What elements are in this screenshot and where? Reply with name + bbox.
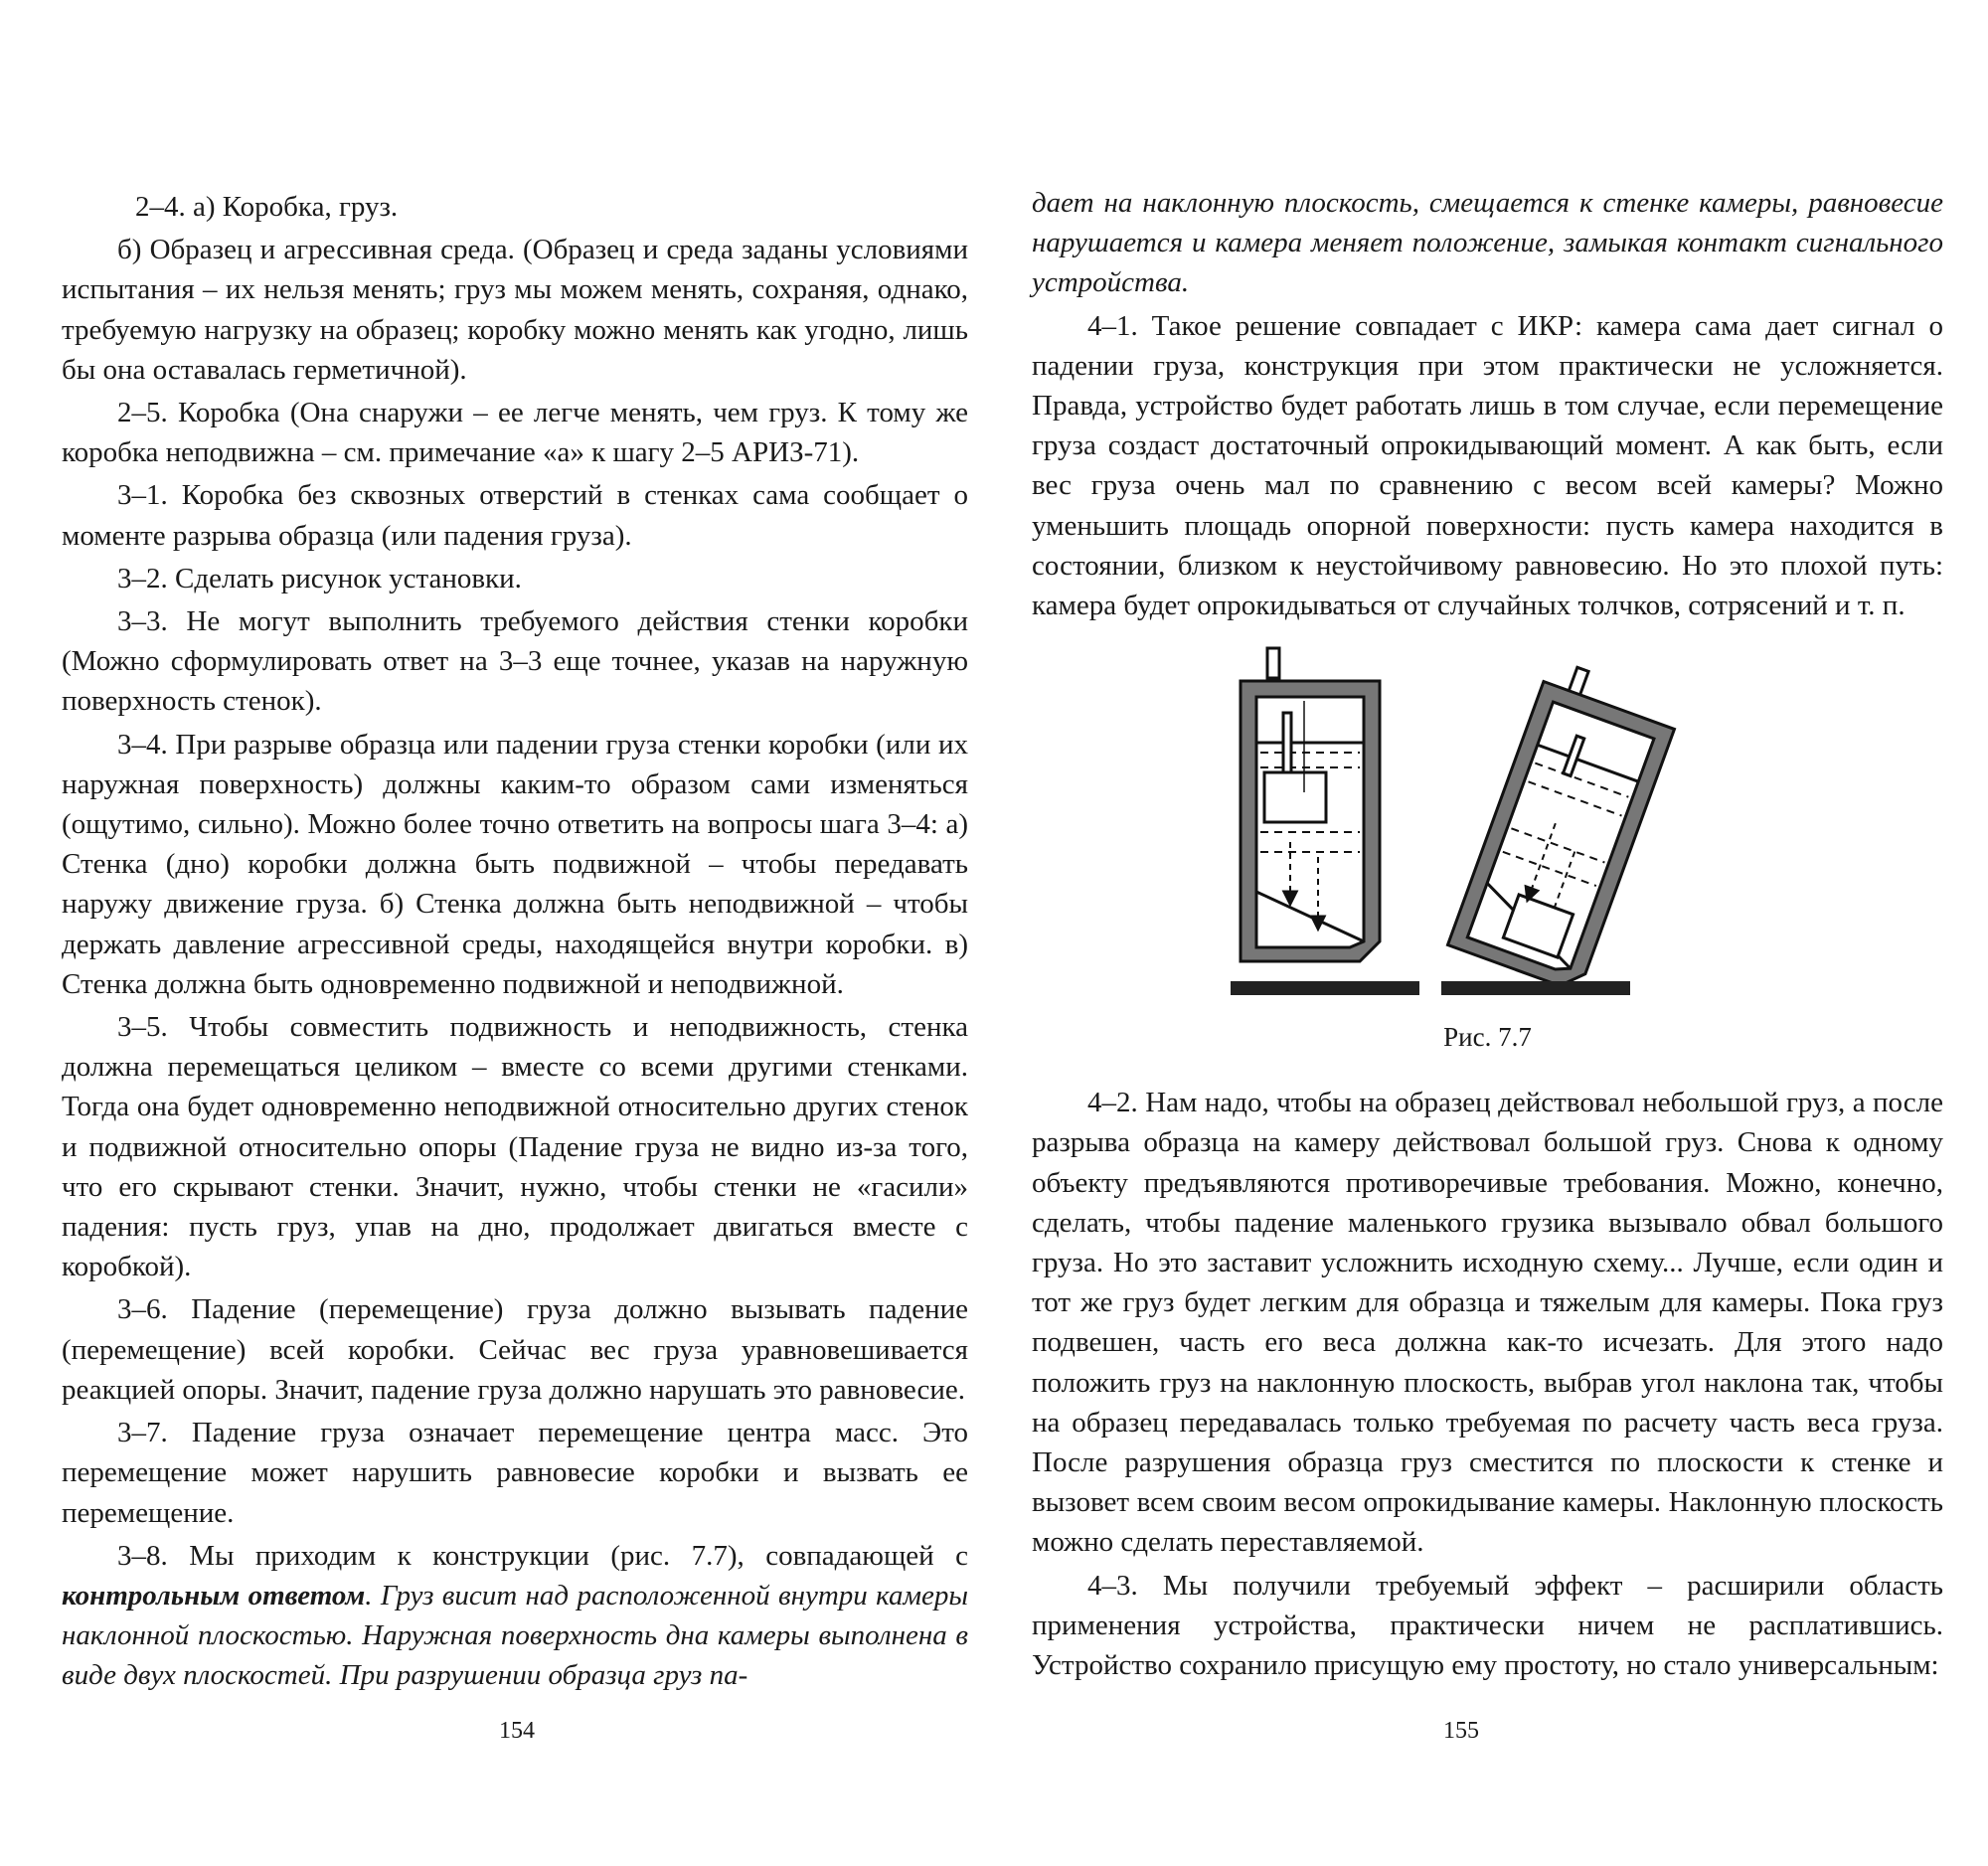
paragraph-2-5: 2–5. Коробка (Она снаружи – ее легче менять, чем груз. К тому же коробка неподвижна – см. примечание «а» к шагу 2–5 АРИЗ-71). — [62, 397, 968, 469]
chamber-diagram — [1221, 643, 1688, 1013]
paragraph-3-8-italic: . Груз висит над расположенной внутри камеры наклонной плоскостью. Наружная поверхность дна камеры выполнена в виде двух плоскостей. При разрушении образца груз па- — [62, 1579, 968, 1692]
paragraph-3-2: 3–2. Сделать рисунок установки. — [117, 562, 522, 594]
page-number-left: 154 — [499, 1718, 535, 1744]
figure-7-7 — [1032, 643, 1943, 1061]
left-support-base — [1231, 981, 1419, 995]
right-support-base — [1441, 981, 1630, 995]
paragraph-3-7: 3–7. Падение груза означает перемещение центра масс. Это перемещение может нарушить равновесие коробки и вызвать ее перемещение. — [62, 1417, 968, 1529]
right-text-column — [1032, 183, 1943, 1688]
control-answer-bold: контрольным ответом — [62, 1579, 366, 1612]
paragraph-3-1: 3–1. Коробка без сквозных отверстий в стенках сама сообщает о моменте разрыва образца (или падения груза). — [62, 479, 968, 552]
tilted-chamber — [1447, 658, 1683, 992]
page-number-right: 155 — [1443, 1718, 1479, 1744]
paragraph-3-3: 3–3. Не могут выполнить требуемого действия стенки коробки (Можно сформулировать ответ на 3–3 еще точнее, указав на наружную поверхность стенок). — [62, 605, 968, 718]
paragraph-2-4b: б) Образец и агрессивная среда. (Образец и среда заданы условиями испытания – их нельзя менять; груз мы можем менять, сохраняя, однако, требуемую нагрузку на образец; коробку можно менять как угодно, лишь бы она оставалась герметичной). — [62, 234, 968, 386]
left-text-column — [62, 187, 968, 1699]
paragraph-3-4: 3–4. При разрыве образца или падении груза стенки коробки (или их наружная поверхность) должны каким-то образом сами изменяться (ощутимо, сильно). Можно более точно ответить на вопросы шага 3–4: а) Стенка (дно) коробки должна быть подвижной – чтобы передавать наружу движение груза. б) Стенка должна быть неподвижной – чтобы держать давление агрессивной среды, находящейся внутри коробки. в) Стенка должна быть одновременно подвижной и неподвижной. — [62, 728, 968, 1000]
right-page — [994, 0, 1988, 1866]
continuation-paragraph: дает на наклонную плоскость, смещается к стенке камеры, равновесие нарушается и камера меняет положение, замыкая контакт сигнального устройства. — [1032, 187, 1943, 299]
paragraph-4-3: 4–3. Мы получили требуемый эффект – расширили область применения устройства, практически ничем не расплатившись. Устройство сохранило присущую ему простоту, но стало универсальным: — [1032, 1569, 1943, 1682]
paragraph-3-6: 3–6. Падение (перемещение) груза должно вызывать падение (перемещение) всей коробки. Сейчас вес груза уравновешивается реакцией опоры. Значит, падение груза должно нарушать это равновесие. — [62, 1293, 968, 1406]
figure-caption: Рис. 7.7 — [1443, 1022, 1532, 1053]
paragraph-2-4: 2–4. а) Коробка, груз. — [135, 191, 399, 223]
paragraph-3-5: 3–5. Чтобы совместить подвижность и неподвижность, стенка должна перемещаться целиком – вместе со всеми другими стенками. Тогда она будет одновременно неподвижной относительно других стенок и подвижной относительно опоры (Падение груза не видно из-за того, что его скрывают стенки. Значит, нужно, чтобы стенки не «гасили» падения: пусть груз, упав на дно, продолжает двигаться вместе с коробкой). — [62, 1011, 968, 1283]
upright-chamber — [1241, 648, 1380, 961]
paragraph-4-2: 4–2. Нам надо, чтобы на образец действовал небольшой груз, а после разрыва образца на камеру действовал большой груз. Снова к одному объекту предъявляются противоречивые требования. Можно, конечно, сделать, чтобы падение маленького грузика вызывало обвал большого груза. Но это заставит усложнить исходную схему... Лучше, если один и тот же груз будет легким для образца и тяжелым для камеры. Пока груз подвешен, часть его веса должна как-то исчезать. Для этого надо положить груз на наклонную плоскость, выбрав угол наклона так, чтобы на образец передавалась только требуемая по расчету часть веса груза. После разрушения образца груз сместится по плоскости к стенке и вызовет всем своим весом опрокидывание камеры. Наклонную плоскость можно сделать переставляемой. — [1032, 1087, 1943, 1559]
paragraph-4-1: 4–1. Такое решение совпадает с ИКР: камера сама дает сигнал о падении груза, конструкция при этом практически не усложняется. Правда, устройство будет работать лишь в том случае, если перемещение груза создаст достаточный опрокидывающий момент. А как быть, если вес груза очень мал по сравнению с весом всей камеры? Можно уменьшить площадь опорной поверхности: пусть камера находится в состоянии, близком к неустойчивому равновесию. Но это плохой путь: камера будет опрокидываться от случайных толчков, сотрясений и т. п. — [1032, 309, 1943, 622]
paragraph-3-8 — [62, 1536, 968, 1696]
paragraph-3-8-start: 3–8. Мы приходим к конструкции (рис. 7.7), совпадающей с — [117, 1539, 968, 1572]
